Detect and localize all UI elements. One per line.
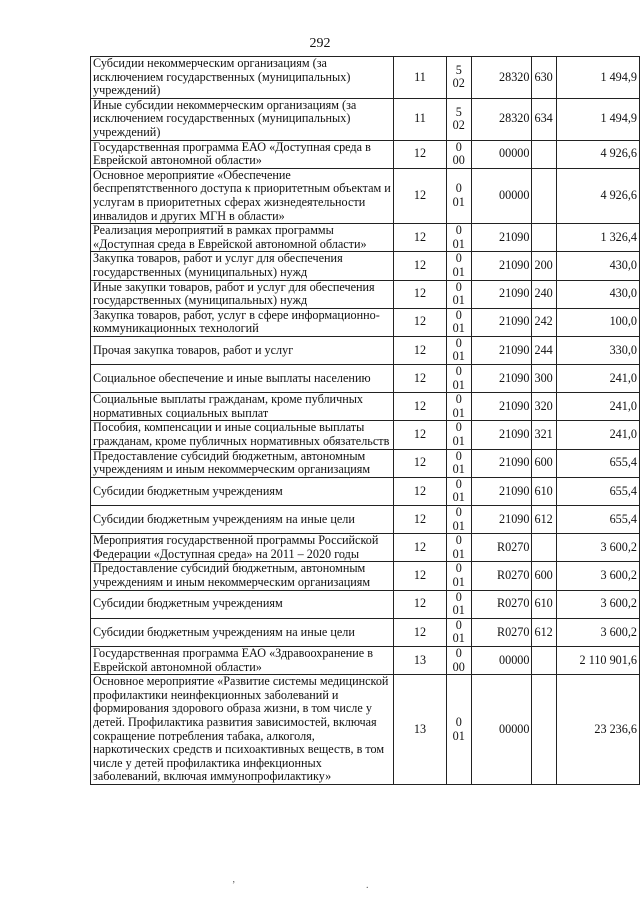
row-program-code: 11: [394, 98, 447, 140]
row-name: Социальные выплаты гражданам, кроме публичных нормативных социальных выплат: [91, 393, 394, 421]
row-subprogram-code: 0 01: [446, 168, 471, 223]
row-expense-type-code: 600: [532, 449, 557, 477]
row-program-code: 11: [394, 57, 447, 99]
row-name: Социальное обеспечение и иные выплаты населению: [91, 365, 394, 393]
row-direction-code: 00000: [471, 140, 532, 168]
row-name: Субсидии бюджетным учреждениям на иные цели: [91, 618, 394, 646]
row-name: Субсидии некоммерческим организациям (за исключением государственных (муниципальных) учреждений): [91, 57, 394, 99]
row-program-code: 12: [394, 168, 447, 223]
row-amount: 241,0: [557, 393, 640, 421]
row-amount: 4 926,6: [557, 140, 640, 168]
row-name: Закупка товаров, работ и услуг для обеспечения государственных (муниципальных) нужд: [91, 252, 394, 280]
row-direction-code: 21090: [471, 336, 532, 364]
row-amount: 241,0: [557, 421, 640, 449]
row-amount: 1 494,9: [557, 98, 640, 140]
row-subprogram-code: 0 01: [446, 336, 471, 364]
row-program-code: 12: [394, 393, 447, 421]
row-amount: 430,0: [557, 252, 640, 280]
row-direction-code: 21090: [471, 506, 532, 534]
row-name: Государственная программа ЕАО «Доступная среда в Еврейской автономной области»: [91, 140, 394, 168]
budget-table-body: [91, 57, 640, 785]
row-program-code: 13: [394, 675, 447, 785]
table-row: [91, 449, 640, 477]
row-name: Предоставление субсидий бюджетным, автономным учреждениям и иным некоммерческим организациям: [91, 449, 394, 477]
row-subprogram-code: 0 00: [446, 646, 471, 674]
row-name: Субсидии бюджетным учреждениям: [91, 477, 394, 505]
row-program-code: 12: [394, 590, 447, 618]
row-program-code: 12: [394, 618, 447, 646]
row-direction-code: 21090: [471, 449, 532, 477]
table-row: [91, 57, 640, 99]
row-program-code: 12: [394, 252, 447, 280]
row-expense-type-code: 610: [532, 590, 557, 618]
row-direction-code: 21090: [471, 252, 532, 280]
row-program-code: 12: [394, 449, 447, 477]
row-name: Реализация мероприятий в рамках программы «Доступная среда в Еврейской автономной области»: [91, 224, 394, 252]
row-amount: 3 600,2: [557, 590, 640, 618]
row-subprogram-code: 0 01: [446, 393, 471, 421]
row-expense-type-code: 612: [532, 618, 557, 646]
row-name: Мероприятия государственной программы Российской Федерации «Доступная среда» на 2011 – 2020 годы: [91, 534, 394, 562]
table-row: [91, 98, 640, 140]
row-direction-code: 21090: [471, 365, 532, 393]
row-expense-type-code: 600: [532, 562, 557, 590]
row-subprogram-code: 0 01: [446, 365, 471, 393]
row-program-code: 12: [394, 562, 447, 590]
row-subprogram-code: 0 01: [446, 308, 471, 336]
row-direction-code: 00000: [471, 646, 532, 674]
row-amount: 23 236,6: [557, 675, 640, 785]
row-subprogram-code: 0 01: [446, 618, 471, 646]
row-expense-type-code: 320: [532, 393, 557, 421]
row-direction-code: R0270: [471, 534, 532, 562]
table-row: [91, 224, 640, 252]
row-expense-type-code: 244: [532, 336, 557, 364]
row-expense-type-code: 630: [532, 57, 557, 99]
row-subprogram-code: 0 01: [446, 224, 471, 252]
row-amount: 3 600,2: [557, 562, 640, 590]
row-amount: 241,0: [557, 365, 640, 393]
row-direction-code: 21090: [471, 421, 532, 449]
row-subprogram-code: 0 01: [446, 421, 471, 449]
row-amount: 100,0: [557, 308, 640, 336]
row-program-code: 12: [394, 365, 447, 393]
scan-artifact-mark: .: [366, 880, 369, 891]
row-expense-type-code: 240: [532, 280, 557, 308]
row-expense-type-code: 610: [532, 477, 557, 505]
row-program-code: 12: [394, 506, 447, 534]
row-name: Закупка товаров, работ, услуг в сфере информационно-коммуникационных технологий: [91, 308, 394, 336]
row-subprogram-code: 0 01: [446, 449, 471, 477]
row-expense-type-code: 321: [532, 421, 557, 449]
table-row: [91, 365, 640, 393]
row-expense-type-code: 242: [532, 308, 557, 336]
row-program-code: 12: [394, 140, 447, 168]
row-expense-type-code: [532, 168, 557, 223]
row-direction-code: 21090: [471, 280, 532, 308]
row-amount: 3 600,2: [557, 618, 640, 646]
table-row: [91, 506, 640, 534]
row-subprogram-code: 0 01: [446, 562, 471, 590]
row-program-code: 12: [394, 224, 447, 252]
row-subprogram-code: 0 01: [446, 590, 471, 618]
table-row: [91, 646, 640, 674]
row-amount: 655,4: [557, 477, 640, 505]
row-direction-code: 28320: [471, 57, 532, 99]
row-subprogram-code: 0 01: [446, 280, 471, 308]
row-expense-type-code: [532, 534, 557, 562]
table-row: [91, 336, 640, 364]
row-name: Пособия, компенсации и иные социальные выплаты гражданам, кроме публичных нормативных обязательств: [91, 421, 394, 449]
row-subprogram-code: 0 01: [446, 534, 471, 562]
page-number: 292: [309, 36, 331, 51]
row-name: Субсидии бюджетным учреждениям на иные цели: [91, 506, 394, 534]
row-amount: 4 926,6: [557, 168, 640, 223]
row-amount: 1 326,4: [557, 224, 640, 252]
row-subprogram-code: 0 01: [446, 675, 471, 785]
row-direction-code: R0270: [471, 618, 532, 646]
row-direction-code: R0270: [471, 562, 532, 590]
scan-artifact-mark: ’: [232, 880, 236, 891]
row-name: Государственная программа ЕАО «Здравоохранение в Еврейской автономной области»: [91, 646, 394, 674]
table-row: [91, 562, 640, 590]
row-program-code: 12: [394, 421, 447, 449]
table-row: [91, 168, 640, 223]
table-row: [91, 308, 640, 336]
budget-table: [90, 56, 640, 785]
row-direction-code: 00000: [471, 675, 532, 785]
row-name: Иные закупки товаров, работ и услуг для обеспечения государственных (муниципальных) нужд: [91, 280, 394, 308]
row-subprogram-code: 0 00: [446, 140, 471, 168]
row-direction-code: 21090: [471, 393, 532, 421]
row-amount: 1 494,9: [557, 57, 640, 99]
row-direction-code: 28320: [471, 98, 532, 140]
row-expense-type-code: [532, 140, 557, 168]
row-expense-type-code: 200: [532, 252, 557, 280]
row-subprogram-code: 0 01: [446, 252, 471, 280]
row-amount: 655,4: [557, 506, 640, 534]
row-subprogram-code: 5 02: [446, 57, 471, 99]
row-direction-code: 21090: [471, 477, 532, 505]
row-amount: 2 110 901,6: [557, 646, 640, 674]
table-row: [91, 140, 640, 168]
row-program-code: 12: [394, 280, 447, 308]
row-direction-code: 00000: [471, 168, 532, 223]
row-amount: 330,0: [557, 336, 640, 364]
row-subprogram-code: 0 01: [446, 477, 471, 505]
row-name: Прочая закупка товаров, работ и услуг: [91, 336, 394, 364]
table-row: [91, 477, 640, 505]
row-direction-code: R0270: [471, 590, 532, 618]
row-program-code: 12: [394, 534, 447, 562]
table-row: [91, 590, 640, 618]
row-name: Субсидии бюджетным учреждениям: [91, 590, 394, 618]
row-program-code: 13: [394, 646, 447, 674]
row-expense-type-code: [532, 646, 557, 674]
row-program-code: 12: [394, 336, 447, 364]
row-expense-type-code: [532, 675, 557, 785]
row-amount: 430,0: [557, 280, 640, 308]
row-amount: 655,4: [557, 449, 640, 477]
row-subprogram-code: 5 02: [446, 98, 471, 140]
row-expense-type-code: 612: [532, 506, 557, 534]
row-subprogram-code: 0 01: [446, 506, 471, 534]
table-row: [91, 618, 640, 646]
row-program-code: 12: [394, 477, 447, 505]
table-row: [91, 393, 640, 421]
row-name: Основное мероприятие «Обеспечение беспрепятственного доступа к приоритетным объектам и услугам в приоритетных сферах жизнедеятельности инвалидов и других МГН в области»: [91, 168, 394, 223]
row-name: Основное мероприятие «Развитие системы медицинской профилактики неинфекционных заболеваний и формирования здорового образа жизни, в том числе у детей. Профилактика развития зависимостей, включая сокращение потребления табака, алкоголя, наркотических средств и психоактивных веществ, в том числе у детей профилактика инфекционных заболеваний, включая иммунопрофилактику»: [91, 675, 394, 785]
row-direction-code: 21090: [471, 224, 532, 252]
table-row: [91, 280, 640, 308]
table-row: [91, 421, 640, 449]
table-row: [91, 675, 640, 785]
table-row: [91, 534, 640, 562]
row-name: Предоставление субсидий бюджетным, автономным учреждениям и иным некоммерческим организациям: [91, 562, 394, 590]
row-direction-code: 21090: [471, 308, 532, 336]
row-expense-type-code: [532, 224, 557, 252]
row-expense-type-code: 300: [532, 365, 557, 393]
row-program-code: 12: [394, 308, 447, 336]
row-expense-type-code: 634: [532, 98, 557, 140]
row-name: Иные субсидии некоммерческим организациям (за исключением государственных (муниципальных) учреждений): [91, 98, 394, 140]
row-amount: 3 600,2: [557, 534, 640, 562]
table-row: [91, 252, 640, 280]
